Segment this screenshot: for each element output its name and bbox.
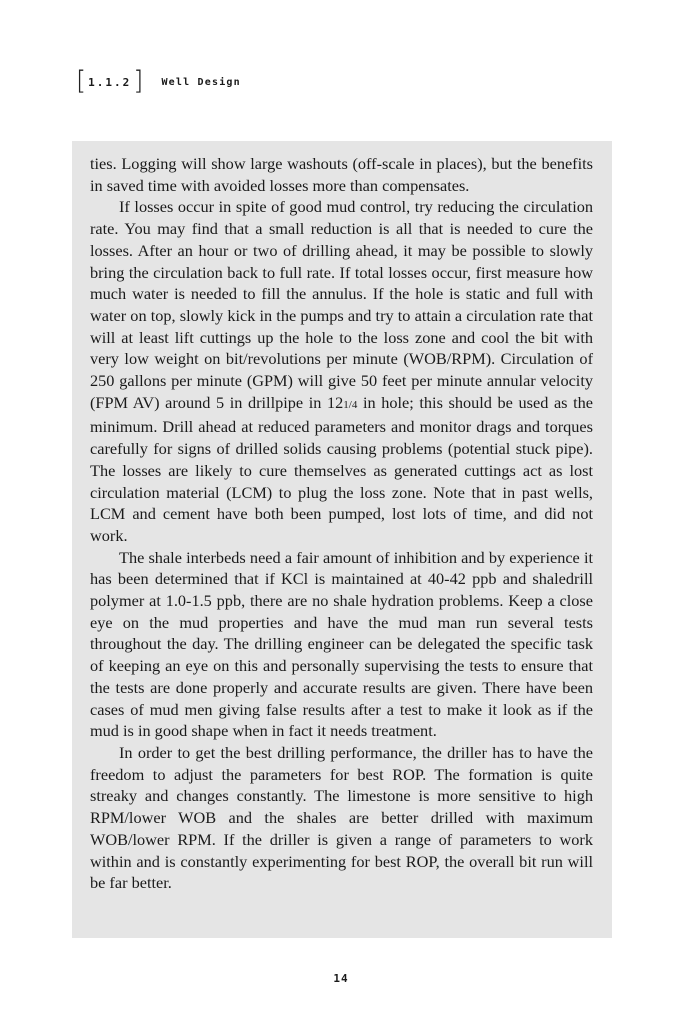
paragraph-losses-text-a: If losses occur in spite of good mud control, try reducing the circulation rate. You may find that a small reduction is all that is needed to cure the losses. After an hour or two of drilling ahead, it may be possible to slowly bring the circulation back to full rate. If total losses occur, first measure how much water is needed to fill the annulus. If the hole is static and full with water on top, slowly kick in the pumps and try to attain a circulation rate that will at least lift cuttings up the hole to the loss zone and cool the bit with very low weight on bit/revolutions per minute (WOB/RPM). Circulation of 250 gallons per minute (GPM) will give 50 feet per minute annular velocity (FPM AV) around 5 in drillpipe in 12	[90, 197, 593, 412]
section-number: 1.1.2	[88, 75, 132, 89]
paragraph-shale: The shale interbeds need a fair amount of inhibition and by experience it has been determined that if KCl is maintained at 40-42 ppb and shaledrill polymer at 1.0-1.5 ppb, there are no shale hydration problems. Keep a close eye on the mud properties and have the mud man run several tests throughout the day. The drilling engineer can be delegated the specific task of keeping an eye on this and personally supervising the tests to ensure that the tests are done properly and accurate results are given. There have been cases of mud men giving false results after a test to make it look as if the mud is in good shape when in fact it needs treatment.	[90, 547, 593, 741]
paragraph-performance: In order to get the best drilling performance, the driller has to have the freedom to adjust the parameters for best ROP. The formation is quite streaky and changes constantly. The limestone is more sensitive to high RPM/lower WOB and the shales are better drilled with maximum WOB/lower RPM. If the driller is given a range of parameters to work within and is constantly experimenting for best ROP, the overall bit run will be far better.	[90, 742, 593, 893]
running-header	[76, 68, 241, 96]
page-number: 14	[333, 972, 349, 985]
paragraph-continued: ties. Logging will show large washouts (off-scale in places), but the benefits in saved time with avoided losses more than compensates.	[90, 154, 593, 195]
header-bracket-open: [	[76, 66, 87, 96]
paragraph-losses	[90, 196, 593, 546]
fraction-quarter: 1/4	[343, 398, 358, 411]
shaded-text-box	[72, 141, 612, 938]
section-title: Well Design	[161, 76, 241, 88]
paragraph-losses-text-b: in hole; this should be used as the minimum. Drill ahead at reduced parameters and monitor drags and torques carefully for signs of drilled solids causing problems (potential stuck pipe). The losses are likely to cure themselves as generated cuttings act as lost circulation material (LCM) to plug the loss zone. Note that in past wells, LCM and cement have both been pumped, lost lots of time, and did not work.	[90, 392, 593, 545]
header-bracket-close: ]	[133, 66, 144, 96]
